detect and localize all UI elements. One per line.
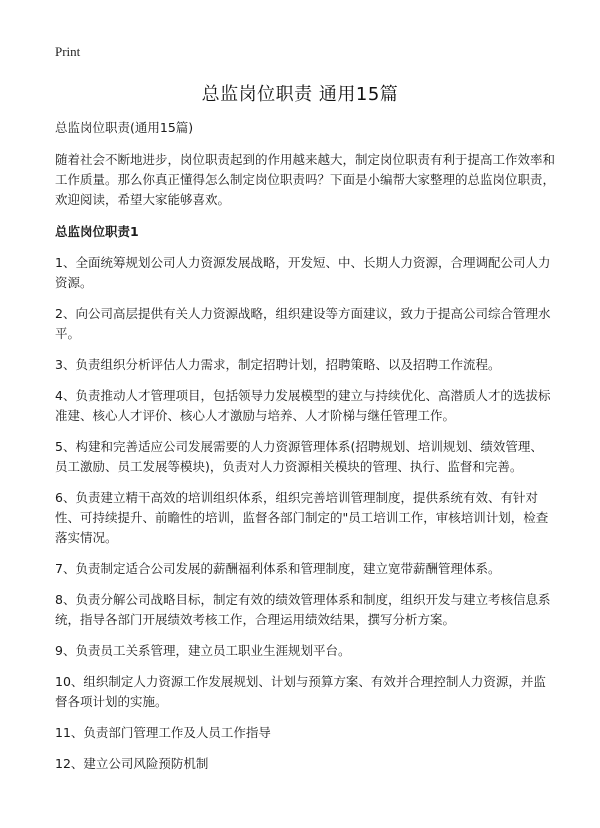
- document-subtitle: 总监岗位职责(通用15篇): [55, 120, 194, 135]
- duty-item-4: 4、负责推动人才管理项目，包括领导力发展模型的建立与持续优化、高潜质人才的选拔标准建、核心人才评价、核心人才激励与培养、人才阶梯与继任管理工作。: [55, 388, 551, 423]
- duty-item-9: 9、负责员工关系管理，建立员工职业生涯规划平台。: [55, 643, 351, 658]
- duty-item-6: 6、负责建立精干高效的培训组织体系，组织完善培训管理制度，提供系统有效、有针对性、可持续提升、前瞻性的培训，监督各部门制定的"员工培训工作，审核培训计划，检查落实情况。: [55, 490, 549, 545]
- duty-item-2: 2、向公司高层提供有关人力资源战略，组织建设等方面建议，致力于提高公司综合管理水平。: [55, 306, 551, 341]
- document-title: 总监岗位职责 通用15篇: [201, 84, 399, 105]
- duty-item-11: 11、负责部门管理工作及人员工作指导: [55, 725, 271, 740]
- duty-item-3: 3、负责组织分析评估人力需求，制定招聘计划，招聘策略、以及招聘工作流程。: [55, 357, 501, 372]
- duty-item-1: 1、全面统筹规划公司人力资源发展战略，开发短、中、长期人力资源，合理调配公司人力资源。: [55, 255, 551, 290]
- duty-item-5: 5、构建和完善适应公司发展需要的人力资源管理体系(招聘规划、培训规划、绩效管理、员工激励、员工发展等模块)，负责对人力资源相关模块的管理、执行、监督和完善。: [55, 439, 543, 474]
- duty-item-8: 8、负责分解公司战略目标，制定有效的绩效管理体系和制度，组织开发与建立考核信息系统，指导各部门开展绩效考核工作，合理运用绩效结果，撰写分析方案。: [55, 592, 551, 627]
- section-heading: 总监岗位职责1: [55, 224, 139, 239]
- intro-paragraph: 随着社会不断地进步，岗位职责起到的作用越来越大，制定岗位职责有利于提高工作效率和工作质量。那么你真正懂得怎么制定岗位职责吗？下面是小编帮大家整理的总监岗位职责，欢迎阅读，希望大家能够喜欢。: [55, 152, 556, 207]
- document-body: [55, 118, 555, 785]
- duty-item-12: 12、建立公司风险预防机制: [55, 756, 209, 771]
- print-label: Print: [55, 44, 81, 59]
- duty-item-7: 7、负责制定适合公司发展的薪酬福利体系和管理制度，建立宽带薪酬管理体系。: [55, 561, 501, 576]
- duty-item-10: 10、组织制定人力资源工作发展规划、计划与预算方案、有效并合理控制人力资源，并监督各项计划的实施。: [55, 674, 546, 709]
